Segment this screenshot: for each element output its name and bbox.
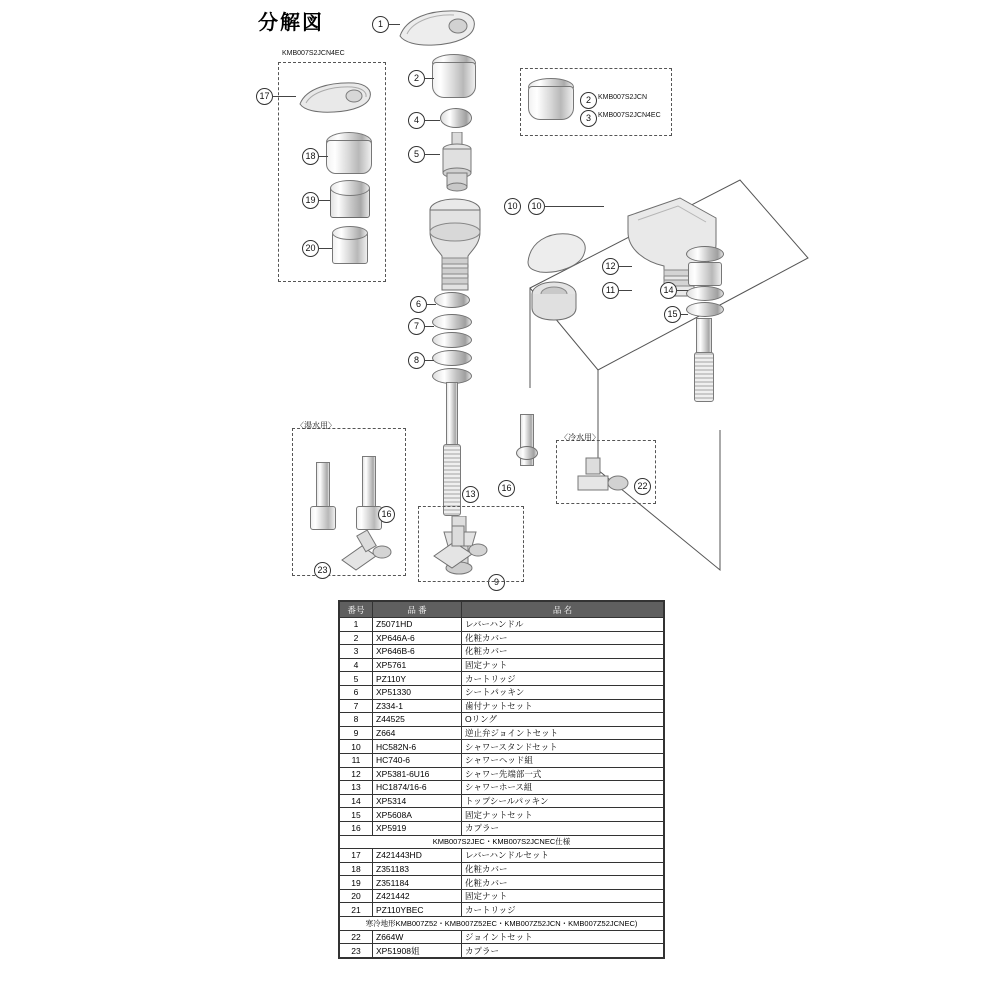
cell-no: 7 [340,699,373,713]
callout-8: 8 [408,352,425,369]
table-separator-row [340,835,664,849]
leader-11 [618,290,632,291]
callout-4: 4 [408,112,425,129]
header-name: 品 名 [462,602,664,618]
table-row [340,726,664,740]
cell-code: HC1874/16-6 [373,781,462,795]
cell-no: 13 [340,781,373,795]
cell-name: ジョイントセット [462,930,664,944]
part-nut-15c [686,302,724,317]
cell-code: XP51330 [373,685,462,699]
cell-no: 19 [340,876,373,890]
leader-10 [544,206,604,207]
leader-20 [318,248,332,249]
cell-name: 固定ナットセット [462,808,664,822]
cell-name: 化粧カバー [462,645,664,659]
part-ring-7a [432,314,472,330]
cell-no: 22 [340,930,373,944]
cell-name: 歯付ナットセット [462,699,664,713]
part-shaft [446,382,458,446]
cell-name: 化粧カバー [462,631,664,645]
table-row [340,862,664,876]
leader-7 [424,326,434,327]
callout-16b: 16 [498,480,515,497]
cell-code: Z421443HD [373,849,462,863]
cell-code: Z5071HD [373,618,462,632]
callout-22: 22 [634,478,651,495]
cell-code: Z664W [373,930,462,944]
callout-2: 2 [408,70,425,87]
part-nut-20-top [332,226,368,240]
cell-name: トップシールパッキン [462,794,664,808]
cell-name: カプラー [462,821,664,835]
cell-name: 固定ナット [462,889,664,903]
table-row [340,658,664,672]
cell-name: シャワースタンドセット [462,740,664,754]
leader-5 [424,154,440,155]
part-body-3 [428,198,482,303]
part-cover-19-top [330,180,370,196]
cell-no: 17 [340,849,373,863]
part-lever-handle-alt [296,80,374,119]
table-row [340,903,664,917]
separator-label: 寒冷地形KMB007Z52・KMB007Z52EC・KMB007Z52JCN・KMB007Z52JCNEC) [340,917,664,931]
callout-3-variant: 3 [580,110,597,127]
callout-18: 18 [302,148,319,165]
callout-2-variant: 2 [580,92,597,109]
table-row [340,849,664,863]
table-row [340,740,664,754]
leader-6 [426,304,436,305]
part-joint-right [572,452,636,503]
cell-code: PZ110Y [373,672,462,686]
part-cover-2 [432,62,476,98]
table-row [340,794,664,808]
callout-7: 7 [408,318,425,335]
callout-10b: 10 [528,198,545,215]
cell-name: カートリッジ [462,672,664,686]
part-ring-7b [432,332,472,348]
table-separator-row [340,917,664,931]
cell-name: カプラー [462,944,664,958]
part-nut-4 [440,108,472,128]
header-code: 品 番 [373,602,462,618]
cell-code: XP5608A [373,808,462,822]
leader-15 [680,314,688,315]
leader-8 [424,360,434,361]
part-lever-handle [396,6,478,53]
leader-19 [318,200,330,201]
cell-no: 18 [340,862,373,876]
leader-4 [424,120,440,121]
cell-code: XP5761 [373,658,462,672]
table-row [340,645,664,659]
cell-code: HC740-6 [373,753,462,767]
cell-code: XP646A-6 [373,631,462,645]
callout-5: 5 [408,146,425,163]
header-no: 番号 [340,602,373,618]
cell-code: Z351183 [373,862,462,876]
table-row [340,889,664,903]
part-nut-15a [688,262,722,286]
part-nut-15b [686,286,724,301]
callout-16: 16 [378,506,395,523]
cell-name: シャワーホース組 [462,781,664,795]
table-header-row [340,602,664,618]
separator-label: KMB007S2JEC・KMB007S2JCNEC仕様 [340,835,664,849]
table-row [340,808,664,822]
cell-name: 化粧カバー [462,862,664,876]
part-joint-left [336,520,396,581]
part-cartridge-5 [438,132,476,199]
table-row [340,753,664,767]
cell-name: 化粧カバー [462,876,664,890]
callout-12: 12 [602,258,619,275]
part-cover-variant [528,86,574,120]
cell-name: レバーハンドルセット [462,849,664,863]
part-hose-right [694,352,714,402]
cell-no: 21 [340,903,373,917]
cell-no: 12 [340,767,373,781]
cell-no: 5 [340,672,373,686]
cell-no: 6 [340,685,373,699]
callout-15: 15 [664,306,681,323]
cell-code: HC582N-6 [373,740,462,754]
cell-code: XP51908姐 [373,944,462,958]
cell-no: 2 [340,631,373,645]
table-row [340,699,664,713]
cell-no: 3 [340,645,373,659]
cell-name: シャワーヘッド組 [462,753,664,767]
part-mid-ring [516,446,538,460]
part-coupler-left-a-body [310,506,336,530]
cell-no: 20 [340,889,373,903]
cell-code: Z351184 [373,876,462,890]
cell-no: 1 [340,618,373,632]
cell-no: 4 [340,658,373,672]
part-shaft-right [696,318,712,356]
table-row [340,944,664,958]
model-label-a: KMB007S2JCN [598,94,648,101]
part-joint-center [424,520,494,585]
leader-2 [424,78,434,79]
cell-name: 逆止弁ジョイントセット [462,726,664,740]
cell-no: 9 [340,726,373,740]
cell-code: PZ110YBEC [373,903,462,917]
callout-19: 19 [302,192,319,209]
cell-code: Z421442 [373,889,462,903]
cell-no: 15 [340,808,373,822]
parts-table [338,600,665,959]
table-row [340,781,664,795]
callout-13: 13 [462,486,479,503]
cell-code: Z664 [373,726,462,740]
callout-10: 10 [504,198,521,215]
callout-14: 14 [660,282,677,299]
model-label-top-left: KMB007S2JCN4EC [282,50,345,57]
part-seat-packing-6 [434,292,470,308]
callout-11: 11 [602,282,619,299]
cell-code: XP646B-6 [373,645,462,659]
leader-14 [676,290,688,291]
cell-no: 11 [340,753,373,767]
cell-name: Oリング [462,713,664,727]
cell-name: 固定ナット [462,658,664,672]
callout-20: 20 [302,240,319,257]
cell-code: XP5919 [373,821,462,835]
cold-water-note: 〈冷水用〉 [560,433,600,442]
cell-name: シートパッキン [462,685,664,699]
leader-1 [388,24,400,25]
callout-23: 23 [314,562,331,579]
table-row [340,685,664,699]
table-row [340,631,664,645]
cell-no: 8 [340,713,373,727]
model-label-b: KMB007S2JCN4EC [598,112,661,119]
table-row [340,618,664,632]
table-row [340,713,664,727]
cell-name: カートリッジ [462,903,664,917]
cell-name: シャワー先端部一式 [462,767,664,781]
leader-18 [318,156,328,157]
cell-name: レバーハンドル [462,618,664,632]
callout-17: 17 [256,88,273,105]
hot-water-note: 〈湯水用〉 [296,421,336,430]
cell-no: 14 [340,794,373,808]
cell-code: XP5314 [373,794,462,808]
part-shower-stand [524,226,594,331]
part-cover-18 [326,140,372,174]
leader-12 [618,266,632,267]
cell-code: Z44525 [373,713,462,727]
part-ring-8a [432,350,472,366]
cell-code: Z334-1 [373,699,462,713]
callout-9: 9 [488,574,505,591]
table-row [340,672,664,686]
cell-no: 10 [340,740,373,754]
table-row [340,821,664,835]
table-row [340,767,664,781]
cell-no: 16 [340,821,373,835]
cell-code: XP5381-6U16 [373,767,462,781]
page-title: 分解図 [258,12,324,34]
callout-1: 1 [372,16,389,33]
cell-no: 23 [340,944,373,958]
part-top-seal-14 [686,246,724,262]
table-row [340,930,664,944]
leader-17 [272,96,296,97]
callout-6: 6 [410,296,427,313]
table-row [340,876,664,890]
